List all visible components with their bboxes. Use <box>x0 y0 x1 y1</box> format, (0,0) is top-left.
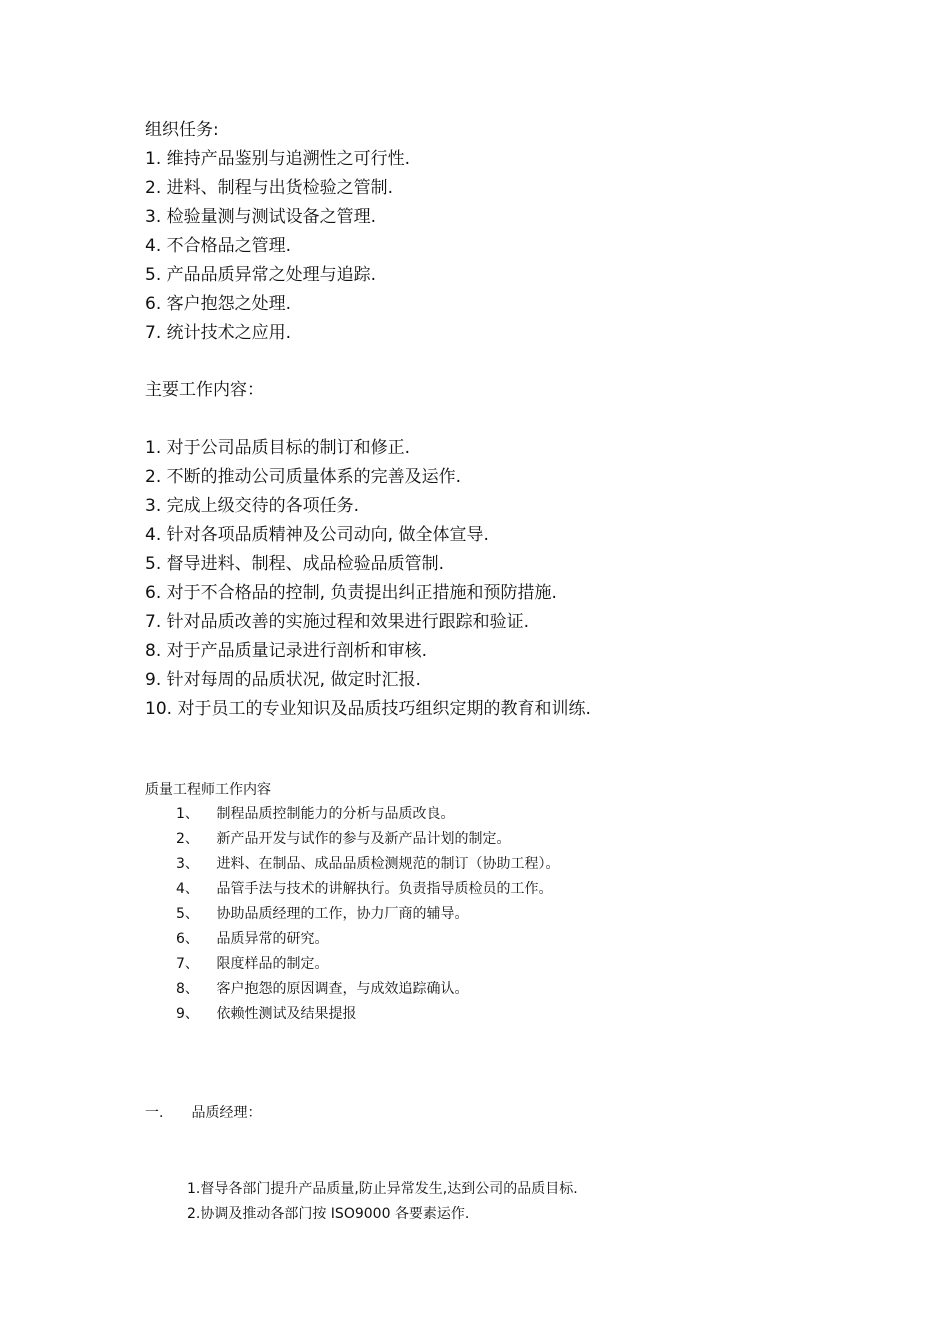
list-item <box>176 980 468 998</box>
list-item-text: 检验量测与测试设备之管理. <box>166 207 377 227</box>
list-item-text: 不断的推动公司质量体系的完善及运作. <box>166 467 462 487</box>
list-item-text: 督导进料、制程、成品检验品质管制. <box>166 554 445 574</box>
list-item <box>145 438 410 458</box>
list-item-number: 5. <box>145 554 162 574</box>
list-item-text: 品管手法与技术的讲解执行。负责指导质检员的工作。 <box>216 881 553 897</box>
list-item-text: 针对品质改善的实施过程和效果进行跟踪和验证. <box>166 612 530 632</box>
list-item <box>145 265 376 285</box>
list-item-number: 4. <box>145 525 162 545</box>
list-item <box>145 178 393 198</box>
list-item <box>176 930 328 948</box>
list-item-number: 2. <box>145 467 162 487</box>
list-item-text: 维持产品鉴别与追溯性之可行性. <box>166 149 411 169</box>
section4-title: 品质经理： <box>191 1105 262 1121</box>
list-item-text: 客户抱怨的原因调查，与成效追踪确认。 <box>216 981 469 997</box>
list-item <box>176 955 328 973</box>
list-item-text: 对于产品质量记录进行剖析和审核. <box>166 641 428 661</box>
list-item-text: 新产品开发与试作的参与及新产品计划的制定。 <box>216 831 511 847</box>
list-item <box>145 612 529 632</box>
list-item-number: 6、 <box>176 931 199 947</box>
list-item-number: 5. <box>145 265 162 285</box>
list-item-number: 1. <box>145 149 162 169</box>
list-item-number: 1、 <box>176 806 199 822</box>
list-item-text: 协助品质经理的工作，协力厂商的辅导。 <box>216 906 469 922</box>
section1-title: 组织任务: <box>145 120 219 140</box>
list-item-number: 5、 <box>176 906 199 922</box>
list-item-number: 10. <box>145 699 173 719</box>
list-item <box>176 1005 356 1023</box>
section2-title: 主要工作内容： <box>145 380 264 400</box>
list-item-number: 7. <box>145 323 162 343</box>
section3-title: 质量工程师工作内容 <box>145 782 271 798</box>
list-item-text: 客户抱怨之处理. <box>166 294 292 314</box>
list-item <box>145 294 291 314</box>
list-item-number: 4、 <box>176 881 199 897</box>
list-item <box>176 855 559 873</box>
list-item-number: 6. <box>145 583 162 603</box>
list-item-text: 进料、在制品、成品品质检测规范的制订（协助工程）。 <box>216 856 560 872</box>
list-item-text: 统计技术之应用. <box>166 323 292 343</box>
list-item-number: 9、 <box>176 1006 199 1022</box>
list-item <box>145 207 376 227</box>
list-item-text: 对于员工的专业知识及品质技巧组织定期的教育和训练. <box>177 699 591 719</box>
list-item-number: 1. <box>145 438 162 458</box>
list-item: 1.督导各部门提升产品质量,防止异常发生,达到公司的品质目标. <box>187 1181 578 1197</box>
list-item <box>145 699 591 719</box>
list-item-text: 产品品质异常之处理与追踪. <box>166 265 377 285</box>
list-item-number: 6. <box>145 294 162 314</box>
list-item-text: 品质异常的研究。 <box>216 931 329 947</box>
list-item-number: 3. <box>145 496 162 516</box>
list-item-number: 7. <box>145 612 162 632</box>
list-item-text: 制程品质控制能力的分析与品质改良。 <box>216 806 455 822</box>
list-item <box>176 880 552 898</box>
list-item-number: 8. <box>145 641 162 661</box>
list-item-number: 2、 <box>176 831 199 847</box>
list-item <box>176 830 510 848</box>
list-item <box>145 467 461 487</box>
list-item <box>145 525 489 545</box>
list-item-text: 进料、制程与出货检验之管制. <box>166 178 394 198</box>
section4-heading <box>145 1104 261 1122</box>
list-item <box>145 583 557 603</box>
list-item <box>145 554 444 574</box>
list-item <box>176 805 454 823</box>
list-item-number: 2. <box>145 178 162 198</box>
list-item <box>145 323 291 343</box>
list-item-text: 针对每周的品质状况, 做定时汇报. <box>166 670 421 690</box>
list-item <box>145 496 359 516</box>
list-item <box>145 236 291 256</box>
list-item <box>176 905 468 923</box>
list-item-number: 3、 <box>176 856 199 872</box>
list-item <box>145 149 410 169</box>
list-item: 2.协调及推动各部门按 ISO9000 各要素运作. <box>187 1206 470 1222</box>
section4-number: 一. <box>145 1105 164 1121</box>
list-item-number: 7、 <box>176 956 199 972</box>
list-item-text: 限度样品的制定。 <box>216 956 329 972</box>
list-item-text: 完成上级交待的各项任务. <box>166 496 360 516</box>
list-item-text: 对于不合格品的控制, 负责提出纠正措施和预防措施. <box>166 583 557 603</box>
list-item-text: 针对各项品质精神及公司动向, 做全体宣导. <box>166 525 489 545</box>
list-item-text: 不合格品之管理. <box>166 236 292 256</box>
list-item <box>145 670 421 690</box>
list-item-text: 依赖性测试及结果提报 <box>216 1006 357 1022</box>
list-item-number: 4. <box>145 236 162 256</box>
list-item-number: 9. <box>145 670 162 690</box>
list-item-text: 对于公司品质目标的制订和修正. <box>166 438 411 458</box>
list-item <box>145 641 427 661</box>
list-item-number: 8、 <box>176 981 199 997</box>
list-item-number: 3. <box>145 207 162 227</box>
